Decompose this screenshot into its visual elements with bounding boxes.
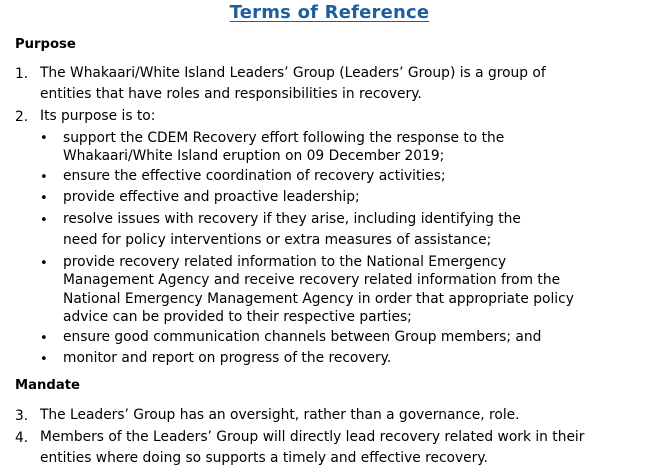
item-number: 3.	[15, 408, 29, 424]
numbered-item-2	[40, 106, 155, 127]
bullet-item	[63, 166, 446, 187]
section-heading-mandate: Mandate	[15, 378, 80, 393]
item-line: Members of the Leaders’ Group will directly lead recovery related work in their	[40, 429, 585, 445]
bullet-line: provide recovery related information to the National Emergency	[63, 254, 507, 270]
bullet-item	[63, 253, 574, 327]
item-line: Its purpose is to:	[40, 108, 156, 124]
bullet-line: Management Agency and receive recovery related information from the	[63, 272, 561, 289]
bullet-line: monitor and report on progress of the recovery.	[63, 350, 392, 366]
bullet-line: support the CDEM Recovery effort following the response to the	[63, 130, 505, 146]
item-line: entities that have roles and responsibilities in recovery.	[40, 86, 422, 102]
bullet-line: need for policy interventions or extra measures of assistance;	[63, 232, 492, 248]
bullet-line: National Emergency Management Agency in order that appropriate policy	[63, 290, 574, 307]
bullet-item	[63, 129, 504, 166]
bullet-point: •	[40, 352, 48, 367]
bullet-point: •	[40, 191, 48, 206]
bullet-point: •	[40, 213, 48, 228]
bullet-item	[63, 209, 521, 251]
bullet-point: •	[40, 331, 48, 346]
section-heading-purpose: Purpose	[15, 37, 76, 52]
bullet-line: resolve issues with recovery if they arise, including identifying the	[63, 211, 521, 227]
bullet-line: Whakaari/White Island eruption on 09 December 2019;	[63, 148, 445, 165]
numbered-item-3	[40, 405, 520, 426]
bullet-point: •	[40, 170, 48, 185]
numbered-item-4	[40, 427, 584, 469]
bullet-item	[63, 348, 391, 369]
bullet-point: •	[40, 131, 48, 146]
bullet-item	[63, 187, 360, 208]
bullet-line: ensure good communication channels between Group members; and	[63, 329, 542, 345]
item-line: The Whakaari/White Island Leaders’ Group (Leaders’ Group) is a group of	[40, 65, 546, 81]
bullet-point: •	[40, 256, 48, 271]
item-number: 1.	[15, 66, 29, 82]
bullet-line: advice can be provided to their respective parties;	[63, 309, 412, 326]
item-line: The Leaders’ Group has an oversight, rather than a governance, role.	[40, 407, 520, 423]
item-number: 2.	[15, 109, 29, 125]
bullet-line: ensure the effective coordination of recovery activities;	[63, 168, 446, 184]
numbered-item-1	[40, 63, 546, 105]
item-number: 4.	[15, 430, 29, 446]
page-title: Terms of Reference	[229, 2, 430, 23]
item-line: entities where doing so supports a timely and effective recovery.	[40, 450, 488, 466]
bullet-item	[63, 327, 541, 348]
bullet-line: provide effective and proactive leadership;	[63, 189, 360, 205]
